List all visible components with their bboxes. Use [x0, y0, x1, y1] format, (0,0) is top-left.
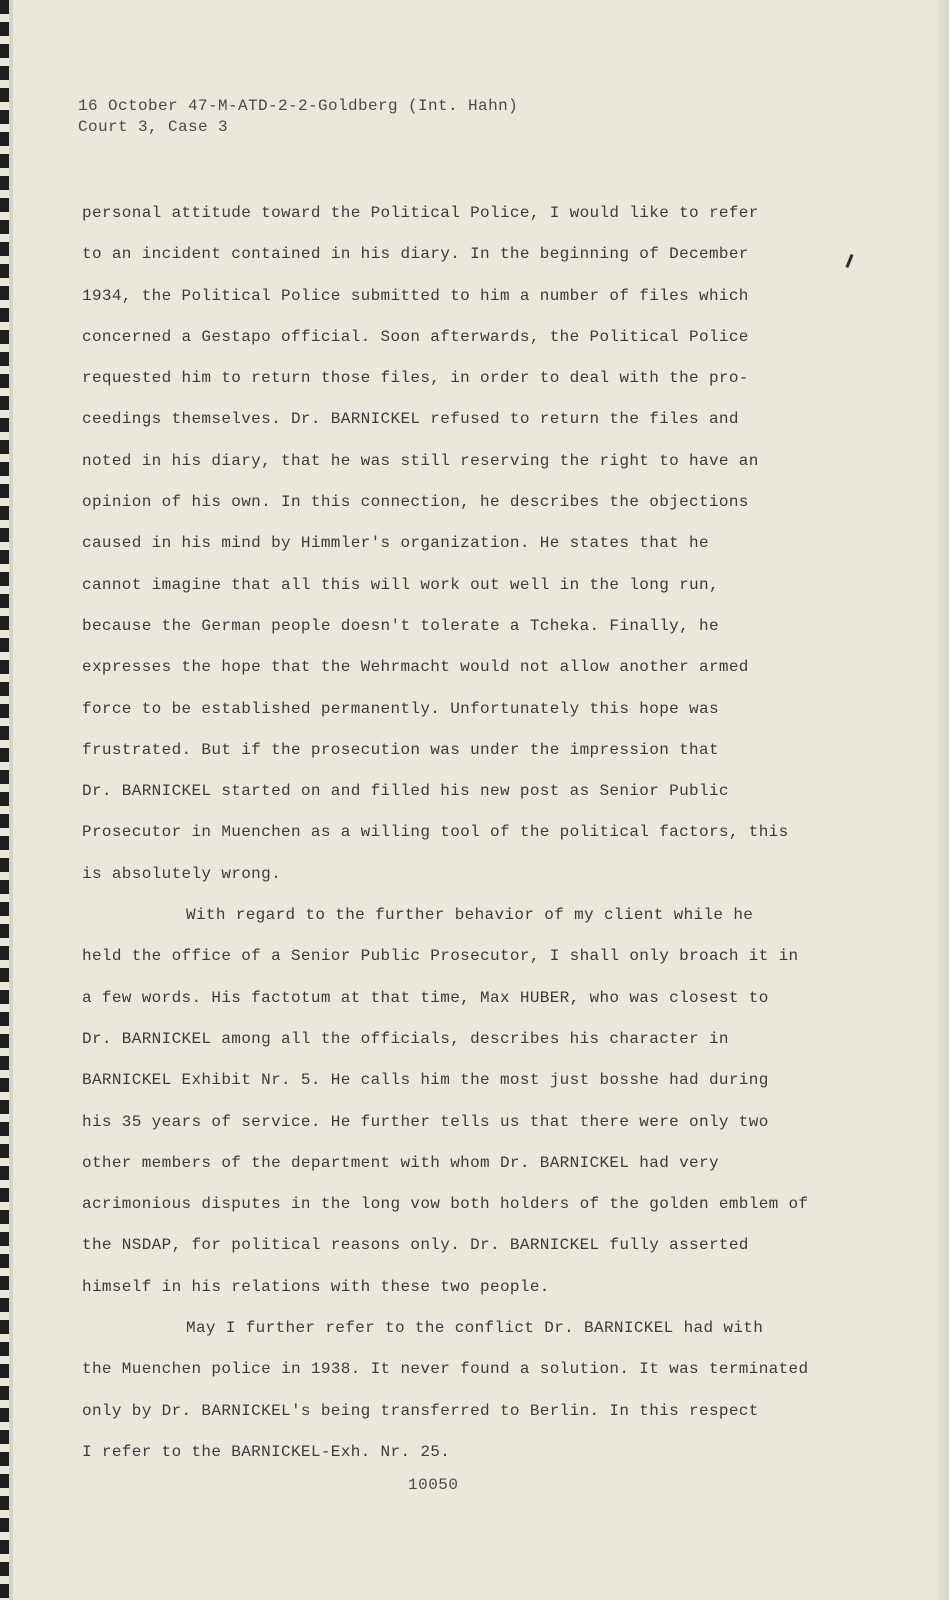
margin-pencil-mark [845, 254, 853, 268]
text-line: opinion of his own. In this connection, he describes the objections [82, 493, 749, 512]
text-line: is absolutely wrong. [82, 864, 282, 883]
text-line: other members of the department with whom Dr. BARNICKEL had very [82, 1153, 719, 1172]
text-line: ceedings themselves. Dr. BARNICKEL refused to return the files and [82, 410, 739, 429]
text-line: Dr. BARNICKEL started on and filled his new post as Senior Public [82, 782, 729, 801]
text-line: frustrated. But if the prosecution was under the impression that [82, 740, 719, 759]
text-line: With regard to the further behavior of my client while he [186, 906, 754, 925]
text-line: expresses the hope that the Wehrmacht would not allow another armed [82, 658, 749, 677]
text-line: May I further refer to the conflict Dr. BARNICKEL had with [186, 1319, 764, 1338]
text-line: acrimonious disputes in the long vow both holders of the golden emblem of [82, 1195, 809, 1214]
text-line: concerned a Gestapo official. Soon afterwards, the Political Police [82, 327, 749, 346]
page-number: 10050 [408, 1476, 459, 1494]
text-line: himself in his relations with these two people. [82, 1277, 550, 1296]
text-line: Prosecutor in Muenchen as a willing tool of the political factors, this [82, 823, 789, 842]
text-line: his 35 years of service. He further tells us that there were only two [82, 1112, 769, 1131]
text-line: Dr. BARNICKEL among all the officials, describes his character in [82, 1029, 729, 1048]
text-line: cannot imagine that all this will work out well in the long run, [82, 575, 719, 594]
header-reference-line: 16 October 47-M-ATD-2-2-Goldberg (Int. Hahn) [78, 97, 519, 115]
binding-edge [9, 0, 13, 1600]
header-court-line: Court 3, Case 3 [78, 118, 229, 136]
text-line: force to be established permanently. Unfortunately this hope was [82, 699, 719, 718]
text-line: personal attitude toward the Political Police, I would like to refer [82, 204, 759, 222]
text-line: requested him to return those files, in order to deal with the pro- [82, 369, 749, 388]
text-line: BARNICKEL Exhibit Nr. 5. He calls him the most just bosshe had during [82, 1071, 769, 1090]
transcript-body [82, 193, 842, 1473]
document-header [78, 96, 518, 138]
text-line: 1934, the Political Police submitted to him a number of files which [82, 286, 749, 305]
text-line: I refer to the BARNICKEL-Exh. Nr. 25. [82, 1442, 451, 1461]
text-line: the NSDAP, for political reasons only. Dr. BARNICKEL fully asserted [82, 1236, 749, 1255]
text-line: a few words. His factotum at that time, Max HUBER, who was closest to [82, 988, 769, 1007]
text-line: the Muenchen police in 1938. It never found a solution. It was terminated [82, 1360, 809, 1379]
text-line: to an incident contained in his diary. In the beginning of December [82, 245, 749, 264]
text-line: caused in his mind by Himmler's organization. He states that he [82, 534, 709, 553]
page-edge [937, 0, 949, 1600]
binding-strip [0, 0, 9, 1600]
text-line: held the office of a Senior Public Prosecutor, I shall only broach it in [82, 947, 799, 966]
text-line: noted in his diary, that he was still reserving the right to have an [82, 451, 759, 470]
text-line: only by Dr. BARNICKEL's being transferred to Berlin. In this respect [82, 1401, 759, 1420]
text-line: because the German people doesn't tolerate a Tcheka. Finally, he [82, 616, 719, 635]
